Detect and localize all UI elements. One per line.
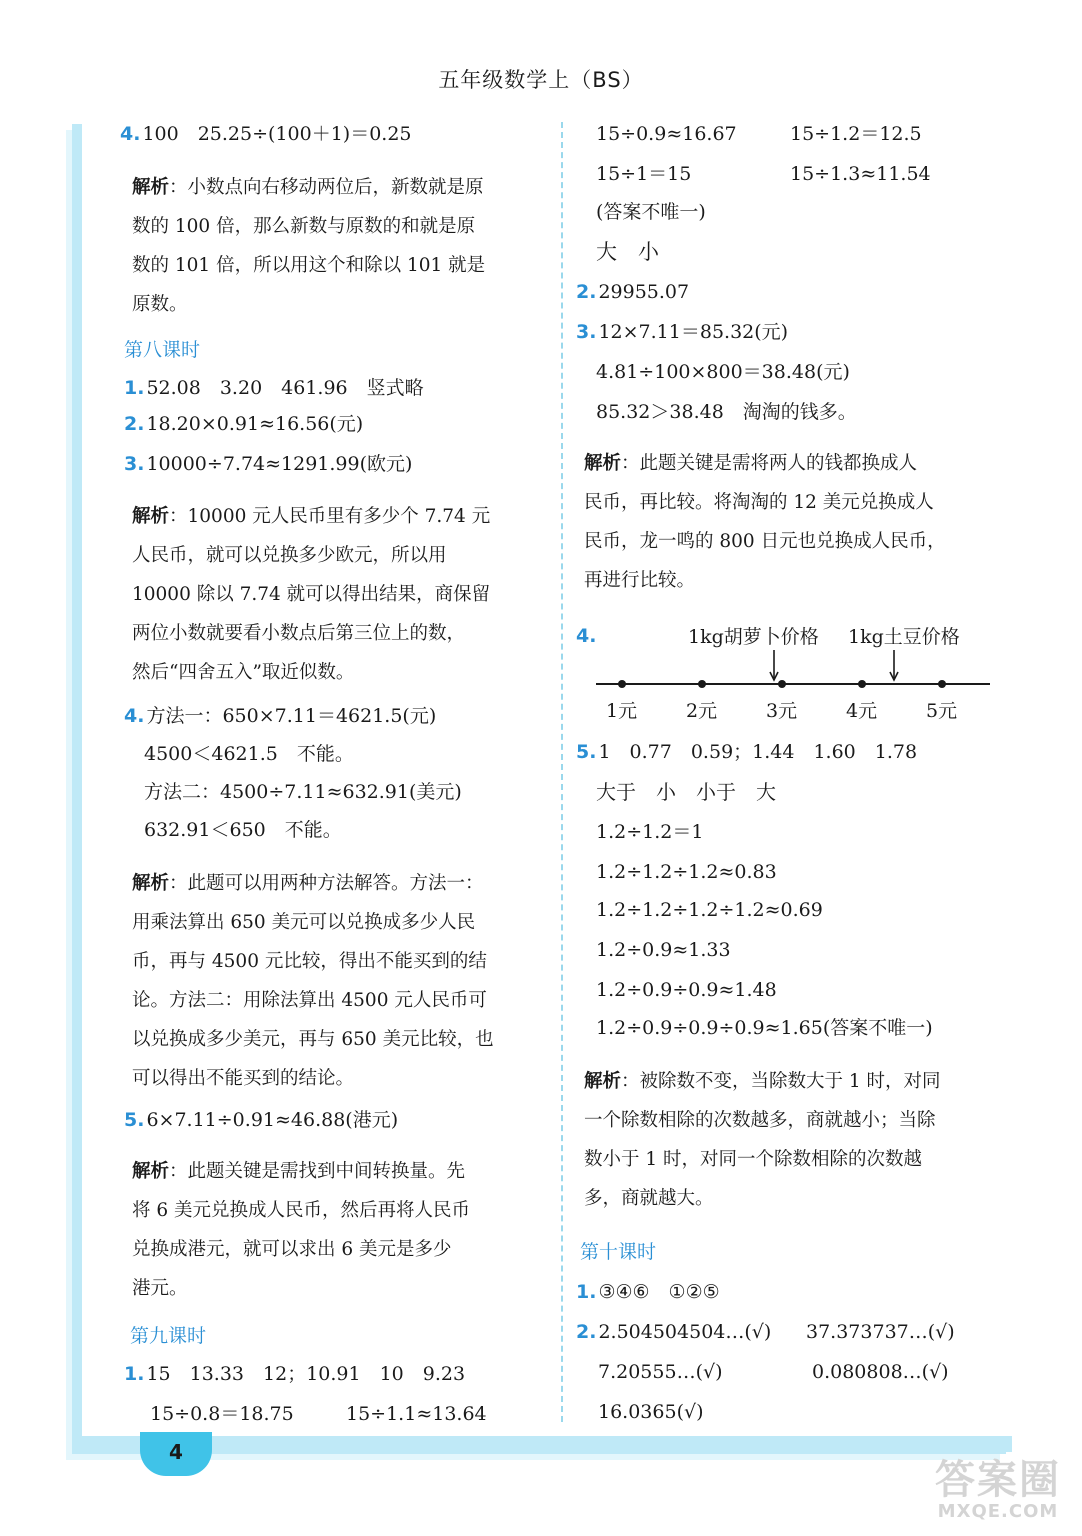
analysis-block-3 xyxy=(132,864,536,1098)
analysis-text: ：被除数不变，当除数大于 1 时，对同 xyxy=(621,1071,941,1092)
answer-text: 100 25.25÷(100＋1)＝0.25 xyxy=(142,123,412,145)
analysis-block-2 xyxy=(132,497,536,692)
analysis-block-6 xyxy=(584,1062,992,1218)
right-q3 xyxy=(576,318,788,346)
analysis-line: 然后“四舍五入”取近似数。 xyxy=(132,662,355,683)
tick-point xyxy=(618,680,626,688)
analysis-line: 人民币，就可以兑换多少欧元，所以用 xyxy=(132,545,447,566)
analysis-line xyxy=(584,444,992,483)
answer-text: 15 13.33 12；10.91 10 9.23 xyxy=(146,1363,466,1385)
answer-text: 6×7.11÷0.91≈46.88(港元) xyxy=(146,1109,399,1131)
analysis-line: 原数。 xyxy=(132,294,188,315)
tick-label: 4元 xyxy=(846,700,878,722)
analysis-line: 数的 100 倍，那么新数与原数的和就是原 xyxy=(132,216,476,237)
analysis-text: ：10000 元人民币里有多少个 7.74 元 xyxy=(169,506,491,527)
answer-text: 方法一：650×7.11＝4621.5(元) xyxy=(146,705,437,727)
question-number: 4. xyxy=(124,705,145,727)
left-s8-q4-line4: 632.91＜650 不能。 xyxy=(144,819,342,841)
answer-text: 18.20×0.91≈16.56(元) xyxy=(146,413,364,435)
right-s10-q2 xyxy=(576,1318,771,1346)
right-q5-line1: 大于 小 小于 大 xyxy=(596,780,776,804)
tick-label: 2元 xyxy=(686,700,718,722)
answer-text: 10000÷7.74≈1291.99(欧元) xyxy=(146,453,413,475)
analysis-label: 解析 xyxy=(132,506,170,527)
analysis-block-4 xyxy=(132,1152,536,1308)
carrot-price-label: 1kg胡萝卜价格 xyxy=(688,626,819,648)
analysis-line: 可以得出不能买到的结论。 xyxy=(132,1068,355,1089)
answer-text: 1 0.77 0.59；1.44 1.60 1.78 xyxy=(598,741,918,763)
left-s8-q4-line3: 方法二：4500÷7.11≈632.91(美元) xyxy=(144,781,462,803)
right-line-2a: 15÷1＝15 xyxy=(596,163,692,185)
right-s10-q2-c: 7.20555…(√) xyxy=(598,1361,723,1383)
right-q5-line5: 1.2÷0.9≈1.33 xyxy=(596,939,731,961)
answer-text: 29955.07 xyxy=(598,281,690,303)
potato-price-label: 1kg土豆价格 xyxy=(848,626,960,648)
left-q4 xyxy=(120,120,412,148)
analysis-block-5 xyxy=(584,444,992,600)
left-s8-q4-line1 xyxy=(124,702,436,730)
section-heading-9: 第九课时 xyxy=(130,1325,207,1347)
page-title: 五年级数学上（BS） xyxy=(438,68,644,92)
right-q3-line2: 4.81÷100×800＝38.48(元) xyxy=(596,361,850,383)
analysis-text: ：此题关键是需找到中间转换量。先 xyxy=(169,1161,466,1182)
question-number: 1. xyxy=(576,1281,597,1303)
question-number: 4. xyxy=(576,625,597,647)
analysis-block-1 xyxy=(132,168,536,324)
tick-point xyxy=(938,680,946,688)
right-q5-line4: 1.2÷1.2÷1.2÷1.2≈0.69 xyxy=(596,899,823,921)
tick-label: 3元 xyxy=(766,700,798,722)
question-number: 5. xyxy=(124,1109,145,1131)
question-number: 5. xyxy=(576,741,597,763)
analysis-line xyxy=(132,497,536,536)
right-s10-q2-e: 16.0365(√) xyxy=(598,1401,704,1423)
tick-label: 1元 xyxy=(606,700,638,722)
analysis-line: 再进行比较。 xyxy=(584,570,696,591)
analysis-text: ：此题关键是需将两人的钱都换成人 xyxy=(621,453,918,474)
analysis-line xyxy=(132,1152,536,1191)
question-number: 4. xyxy=(120,123,141,145)
watermark xyxy=(928,1458,1068,1524)
tick-point xyxy=(858,680,866,688)
question-number: 3. xyxy=(576,321,597,343)
answer-text: 12×7.11＝85.32(元) xyxy=(598,321,789,343)
analysis-line: 两位小数就要看小数点后第三位上的数， xyxy=(132,623,466,644)
right-s10-q2-d: 0.080808…(√) xyxy=(812,1361,949,1383)
question-number: 1. xyxy=(124,377,145,399)
right-q2 xyxy=(576,278,689,306)
right-line-1a: 15÷0.9≈16.67 xyxy=(596,123,737,145)
right-q5 xyxy=(576,738,917,766)
column-divider xyxy=(561,122,563,1422)
question-number: 1. xyxy=(124,1363,145,1385)
analysis-line: 10000 除以 7.74 就可以得出结果，商保留 xyxy=(132,584,491,605)
right-line-2b: 15÷1.3≈11.54 xyxy=(790,163,931,185)
analysis-label: 解析 xyxy=(132,873,170,894)
right-q5-line2: 1.2÷1.2＝1 xyxy=(596,821,704,843)
left-s8-q3 xyxy=(124,450,412,478)
tick-point xyxy=(778,680,786,688)
left-s9-q1-line2b: 15÷1.1≈13.64 xyxy=(346,1403,487,1425)
question-number: 2. xyxy=(576,1321,597,1343)
analysis-line: 用乘法算出 650 美元可以兑换成多少人民 xyxy=(132,912,476,933)
analysis-line: 数小于 1 时，对同一个除数相除的次数越 xyxy=(584,1149,923,1170)
left-s8-q5 xyxy=(124,1106,398,1134)
analysis-line: 以兑换成多少美元，再与 650 美元比较，也 xyxy=(132,1029,494,1050)
analysis-line: 民币，再比较。将淘淘的 12 美元兑换成人 xyxy=(584,492,934,513)
question-number: 2. xyxy=(124,413,145,435)
watermark-url: MXQE.COM xyxy=(937,1501,1059,1522)
analysis-line: 港元。 xyxy=(132,1278,188,1299)
tick-label: 5元 xyxy=(926,700,958,722)
analysis-line: 将 6 美元兑换成人民币，然后再将人民币 xyxy=(132,1200,471,1221)
bottom-band xyxy=(72,1436,1012,1452)
analysis-line: 数的 101 倍，所以用这个和除以 101 就是 xyxy=(132,255,486,276)
section-heading-8: 第八课时 xyxy=(124,339,201,361)
watermark-logo-text: 答案圈 xyxy=(935,1457,1061,1503)
question-number: 3. xyxy=(124,453,145,475)
section-heading-10: 第十课时 xyxy=(580,1241,657,1263)
left-s9-q1 xyxy=(124,1360,465,1388)
left-s8-q4-line2: 4500＜4621.5 不能。 xyxy=(144,743,354,765)
left-s8-q1 xyxy=(124,374,424,402)
price-number-line xyxy=(582,620,1002,730)
analysis-line: 多，商就越大。 xyxy=(584,1188,714,1209)
left-s8-q2 xyxy=(124,410,363,438)
analysis-label: 解析 xyxy=(584,453,622,474)
right-q5-line7: 1.2÷0.9÷0.9÷0.9≈1.65(答案不唯一) xyxy=(596,1017,933,1039)
right-line-3: (答案不唯一) xyxy=(596,201,706,223)
analysis-line xyxy=(584,1062,992,1101)
right-q5-line3: 1.2÷1.2÷1.2≈0.83 xyxy=(596,861,777,883)
analysis-label: 解析 xyxy=(584,1071,622,1092)
right-q3-line3: 85.32＞38.48 淘淘的钱多。 xyxy=(596,401,857,423)
question-number: 2. xyxy=(576,281,597,303)
answer-text: 2.504504504…(√) xyxy=(598,1321,772,1343)
analysis-text: ：此题可以用两种方法解答。方法一： xyxy=(169,873,484,894)
page-number-badge: 4 xyxy=(140,1432,212,1476)
analysis-label: 解析 xyxy=(132,177,170,198)
analysis-text: ：小数点向右移动两位后，新数就是原 xyxy=(169,177,484,198)
answer-text: ③④⑥ ①②⑤ xyxy=(598,1281,720,1303)
analysis-line: 币，再与 4500 元比较，得出不能买到的结 xyxy=(132,951,487,972)
analysis-line: 民币，龙一鸣的 800 日元也兑换成人民币， xyxy=(584,531,946,552)
right-q5-line6: 1.2÷0.9÷0.9≈1.48 xyxy=(596,979,777,1001)
answer-text: 52.08 3.20 461.96 竖式略 xyxy=(146,377,424,399)
analysis-line: 论。方法二：用除法算出 4500 元人民币可 xyxy=(132,990,487,1011)
right-s10-q2-b: 37.373737…(√) xyxy=(806,1321,955,1343)
analysis-line xyxy=(132,864,536,903)
analysis-line: 兑换成港元，就可以求出 6 美元是多少 xyxy=(132,1239,452,1260)
right-line-1b: 15÷1.2＝12.5 xyxy=(790,123,922,145)
right-s10-q1 xyxy=(576,1278,720,1306)
tick-point xyxy=(698,680,706,688)
right-line-4: 大 小 xyxy=(596,240,659,264)
analysis-label: 解析 xyxy=(132,1161,170,1182)
left-s9-q1-line2a: 15÷0.8＝18.75 xyxy=(150,1403,294,1425)
analysis-line: 一个除数相除的次数越多，商就越小；当除 xyxy=(584,1110,936,1131)
analysis-line xyxy=(132,168,536,207)
